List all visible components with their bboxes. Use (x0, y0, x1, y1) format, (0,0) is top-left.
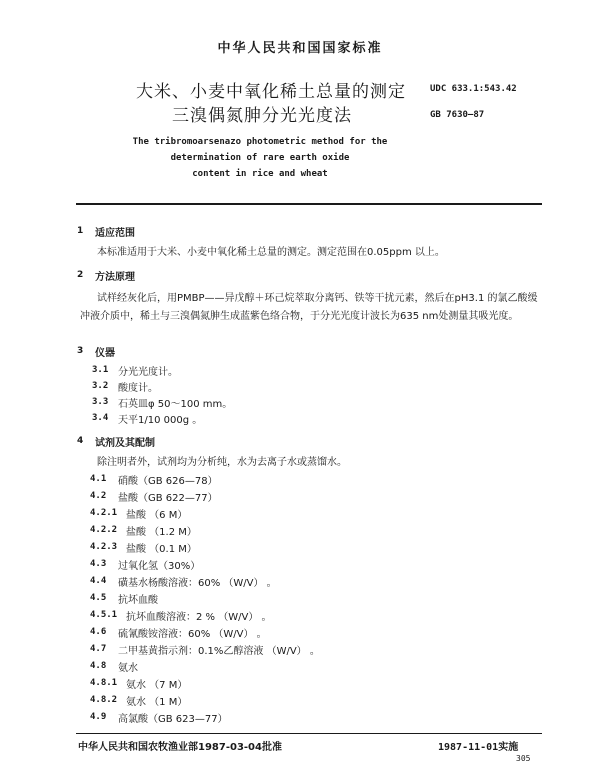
udc-code: UDC 633.1:543.42 (430, 84, 517, 94)
item-4-5-text: 抗坏血酸 (118, 595, 158, 606)
item-4-8-2-text: 氨水 （1 M） (126, 697, 188, 708)
item-3-1-text: 分光光度计。 (118, 367, 178, 378)
item-4-6-number: 4.6 (90, 627, 107, 637)
title-en-line1: The tribromoarsenazo photometric method for the (132, 137, 388, 147)
section-1-text: 本标准适用于大米、小麦中氧化稀土总量的测定。测定范围在0.05ppm 以上。 (97, 247, 445, 258)
section-3-number: 3 (77, 346, 84, 356)
section-2-text: 试样经灰化后，用PMBP——异戊醇＋环己烷萃取分离钙、铁等干扰元素，然后在pH3.1 的氯乙酸缓冲液介质中，稀土与三溴偶氮胂生成蓝紫色络合物，于分光光度计波长为635 nm处测量其吸光度。 (80, 293, 538, 322)
item-4-4-text: 磺基水杨酸溶液：60% （W/V） 。 (118, 578, 277, 589)
item-3-3-number: 3.3 (92, 397, 109, 407)
item-4-2-2-number: 4.2.2 (90, 525, 118, 535)
implementation-date: 1987-11-01实施 (438, 742, 519, 753)
title-cn-line1: 大米、小麦中氧化稀土总量的测定 (136, 82, 406, 102)
item-4-2-3-text: 盐酸 （0.1 M） (126, 544, 197, 555)
item-4-8-2-number: 4.8.2 (90, 695, 118, 705)
section-3-title: 仪器 (95, 348, 115, 359)
item-4-9-text: 高氯酸（GB 623—77） (118, 714, 228, 725)
title-en-line3: content in rice and wheat (192, 169, 328, 179)
item-4-8-1-number: 4.8.1 (90, 678, 118, 688)
section-4-intro: 除注明者外，试剂均为分析纯，水为去离子水或蒸馏水。 (97, 457, 347, 468)
standard-header: 中华人民共和国国家标准 (217, 41, 383, 56)
page-number: 305 (516, 754, 531, 763)
item-4-8-text: 氨水 (118, 663, 138, 674)
gb-code: GB 7630—87 (430, 110, 485, 120)
item-4-4-number: 4.4 (90, 576, 107, 586)
top-divider (76, 203, 542, 205)
item-3-4-number: 3.4 (92, 413, 109, 423)
item-4-6-text: 硫氰酸铵溶液：60% （W/V） 。 (118, 629, 267, 640)
item-3-2-text: 酸度计。 (118, 383, 158, 394)
item-4-2-1-text: 盐酸 （6 M） (126, 510, 188, 521)
item-3-4-text: 天平1/10 000g 。 (118, 415, 203, 426)
section-2-number: 2 (77, 270, 84, 280)
item-4-7-number: 4.7 (90, 644, 107, 654)
item-4-5-1-text: 抗坏血酸溶液：2 % （W/V） 。 (126, 612, 272, 623)
item-4-5-1-number: 4.5.1 (90, 610, 118, 620)
item-4-7-text: 二甲基黄指示剂：0.1%乙醇溶液 （W/V） 。 (118, 646, 320, 657)
item-4-2-text: 盐酸（GB 622—77） (118, 493, 218, 504)
item-4-2-number: 4.2 (90, 491, 107, 501)
title-cn-line2: 三溴偶氮胂分光光度法 (172, 106, 352, 126)
item-4-2-2-text: 盐酸 （1.2 M） (126, 527, 197, 538)
item-3-1-number: 3.1 (92, 365, 109, 375)
item-3-2-number: 3.2 (92, 381, 109, 391)
item-4-5-number: 4.5 (90, 593, 107, 603)
item-4-3-number: 4.3 (90, 559, 107, 569)
item-4-3-text: 过氧化氢（30%） (118, 561, 201, 572)
item-4-1-text: 硝酸（GB 626—78） (118, 476, 218, 487)
item-4-1-number: 4.1 (90, 474, 107, 484)
approval-note: 中华人民共和国农牧渔业部1987-03-04批准 (78, 742, 282, 753)
section-1-number: 1 (77, 226, 84, 236)
section-1-title: 适应范围 (95, 228, 135, 239)
section-4-number: 4 (77, 436, 84, 446)
item-4-2-1-number: 4.2.1 (90, 508, 118, 518)
item-4-9-number: 4.9 (90, 712, 107, 722)
item-4-8-1-text: 氨水 （7 M） (126, 680, 188, 691)
item-4-2-3-number: 4.2.3 (90, 542, 118, 552)
item-3-3-text: 石英皿φ 50～100 mm。 (118, 399, 233, 410)
title-en-line2: determination of rare earth oxide (170, 153, 350, 163)
footer-divider (76, 733, 542, 734)
section-4-title: 试剂及其配制 (95, 438, 155, 449)
item-4-8-number: 4.8 (90, 661, 107, 671)
section-2-title: 方法原理 (95, 272, 135, 283)
